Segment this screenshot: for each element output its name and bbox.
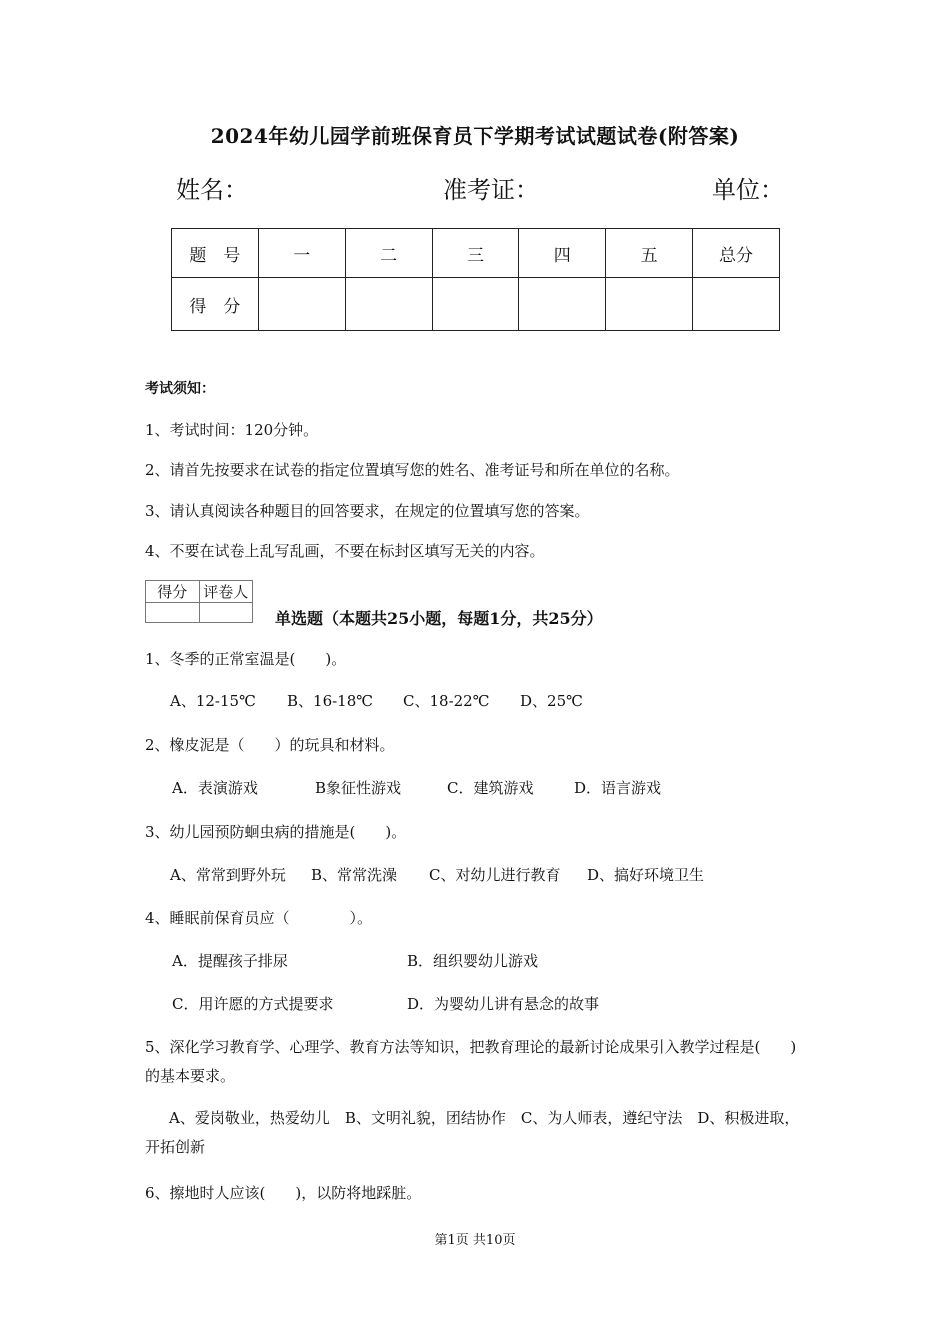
notice-item: 4、不要在试卷上乱写乱画，不要在标封区填写无关的内容。 — [145, 542, 545, 560]
answer-option: B．组织婴幼儿游戏 — [407, 952, 539, 970]
score-cell[interactable] — [693, 278, 780, 331]
score-cell[interactable] — [432, 278, 519, 331]
answer-option: D．为婴幼儿讲有悬念的故事 — [407, 995, 600, 1013]
score-row-label: 得 分 — [172, 278, 259, 331]
answer-option: B、16-18℃ — [287, 692, 374, 710]
answer-option: C、18-22℃ — [403, 692, 490, 710]
question-stem: 4、睡眠前保育员应（ ）。 — [145, 909, 373, 927]
question-stem: 6、擦地时人应该( )，以防将地踩脏。 — [145, 1184, 422, 1202]
grader-box — [145, 580, 253, 623]
score-table-header-cell: 三 — [432, 229, 519, 278]
answer-option: D、搞好环境卫生 — [587, 866, 705, 884]
document-title: 2024年幼儿园学前班保育员下学期考试试题试卷(附答案) — [210, 124, 740, 148]
grader-reviewer-cell[interactable] — [199, 603, 253, 623]
grader-score-label: 得分 — [146, 581, 200, 603]
answer-option: A、常常到野外玩 — [170, 866, 286, 884]
score-table-header-cell: 总分 — [693, 229, 780, 278]
score-table-score-row — [172, 278, 780, 331]
answer-option: C、对幼儿进行教育 — [429, 866, 561, 884]
score-table — [171, 228, 780, 331]
score-cell[interactable] — [345, 278, 432, 331]
question-stem: 1、冬季的正常室温是( )。 — [145, 650, 347, 668]
name-field-label: 姓名： — [176, 176, 248, 204]
unit-field-label: 单位： — [712, 176, 784, 204]
notice-item: 3、请认真阅读各种题目的回答要求，在规定的位置填写您的答案。 — [145, 502, 590, 520]
answer-option: D、25℃ — [520, 692, 583, 710]
answer-option: B象征性游戏 — [315, 779, 402, 797]
exam-number-field-label: 准考证： — [443, 176, 539, 204]
answer-option: A、12-15℃ — [170, 692, 256, 710]
score-table-header-cell: 四 — [519, 229, 606, 278]
score-cell[interactable] — [606, 278, 693, 331]
answer-option: B、常常洗澡 — [311, 866, 398, 884]
answer-options-paragraph: A、爱岗敬业，热爱幼儿 B、文明礼貌，团结协作 C、为人师表，遵纪守法 D、积极进取，开拓创新 — [145, 1109, 800, 1156]
question-stem: 3、幼儿园预防蛔虫病的措施是( )。 — [145, 823, 407, 841]
answer-option: C．用许愿的方式提要求 — [172, 995, 334, 1013]
grader-reviewer-label: 评卷人 — [199, 581, 253, 603]
score-table-header-cell: 五 — [606, 229, 693, 278]
notice-item: 2、请首先按要求在试卷的指定位置填写您的姓名、准考证号和所在单位的名称。 — [145, 461, 680, 479]
question-stem: 2、橡皮泥是（ ）的玩具和材料。 — [145, 736, 395, 754]
grader-score-cell[interactable] — [146, 603, 200, 623]
score-table-header-cell: 题 号 — [172, 229, 259, 278]
notice-item: 1、考试时间：120分钟。 — [145, 421, 319, 439]
answer-option: A．提醒孩子排尿 — [172, 952, 288, 970]
answer-option: D．语言游戏 — [574, 779, 662, 797]
answer-option: A．表演游戏 — [172, 779, 258, 797]
score-table-header-row — [172, 229, 780, 278]
page-footer: 第1页 共10页 — [434, 1233, 516, 1248]
score-cell[interactable] — [258, 278, 345, 331]
candidate-info — [0, 170, 950, 204]
score-cell[interactable] — [519, 278, 606, 331]
notice-heading: 考试须知： — [145, 381, 215, 397]
question-stem: 5、深化学习教育学、心理学、教育方法等知识，把教育理论的最新讨论成果引入教学过程是( )的基本要求。 — [145, 1038, 797, 1085]
score-table-header-cell: 二 — [345, 229, 432, 278]
answer-option: C．建筑游戏 — [447, 779, 534, 797]
score-table-header-cell: 一 — [258, 229, 345, 278]
section-heading: 单选题（本题共25小题，每题1分，共25分） — [275, 609, 603, 628]
